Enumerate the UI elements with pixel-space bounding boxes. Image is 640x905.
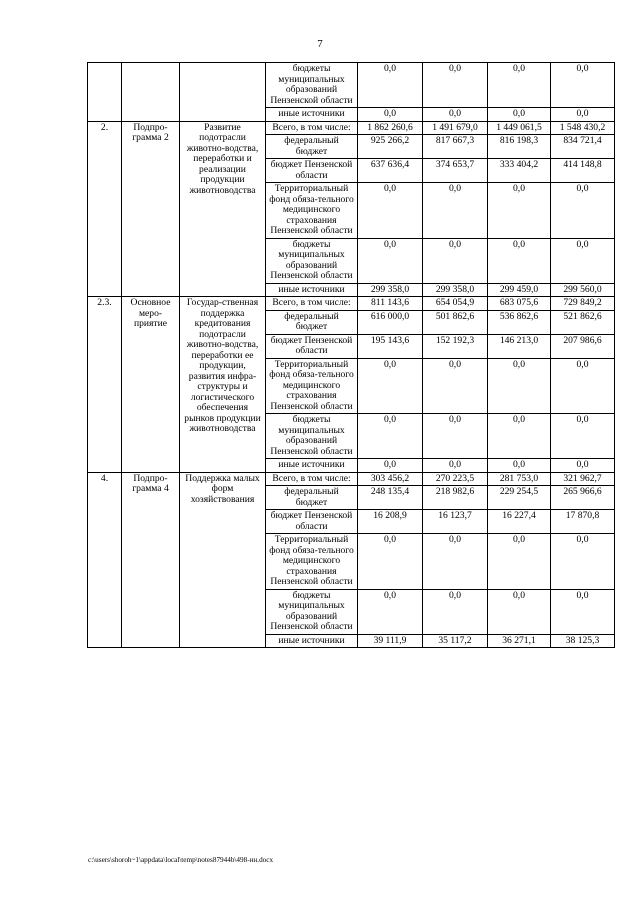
funding-source-cell: Территориальный фонд обяза-тельного медицинского страхования Пензенской области	[266, 183, 358, 239]
amount-cell: 281 753,0	[488, 472, 551, 486]
program-type-cell: Подпро-грамма 4	[122, 472, 180, 648]
amount-cell: 0,0	[551, 414, 615, 459]
amount-cell: 1 548 430,2	[551, 121, 615, 135]
amount-cell: 0,0	[423, 358, 488, 414]
amount-cell: 0,0	[423, 183, 488, 239]
funding-source-cell: бюджеты муниципальных образований Пензенской области	[266, 414, 358, 459]
amount-cell: 925 266,2	[358, 135, 423, 159]
amount-cell: 38 125,3	[551, 634, 615, 648]
file-path-footer: c:\users\shoroh~1\appdata\local\temp\notes87944b\498-ин.docx	[88, 856, 274, 864]
amount-cell: 16 227,4	[488, 510, 551, 534]
amount-cell: 0,0	[551, 459, 615, 473]
budget-table	[87, 62, 615, 648]
page-number: 7	[317, 38, 323, 50]
amount-cell: 0,0	[551, 358, 615, 414]
funding-source-cell: Всего, в том числе:	[266, 472, 358, 486]
funding-source-cell: бюджет Пензенской области	[266, 510, 358, 534]
amount-cell: 816 198,3	[488, 135, 551, 159]
amount-cell: 536 862,6	[488, 310, 551, 334]
amount-cell: 0,0	[488, 358, 551, 414]
amount-cell: 0,0	[423, 108, 488, 122]
amount-cell: 0,0	[358, 238, 423, 283]
amount-cell: 811 143,6	[358, 297, 423, 311]
program-name-cell: Поддержка малых форм хозяйствования	[180, 472, 266, 648]
amount-cell: 654 054,9	[423, 297, 488, 311]
amount-cell: 0,0	[358, 414, 423, 459]
funding-source-cell: Территориальный фонд обяза-тельного медицинского страхования Пензенской области	[266, 358, 358, 414]
program-name-cell	[180, 63, 266, 122]
row-number-cell: 2.3.	[88, 297, 122, 473]
amount-cell: 0,0	[358, 358, 423, 414]
amount-cell: 0,0	[423, 534, 488, 590]
amount-cell: 0,0	[488, 108, 551, 122]
amount-cell: 0,0	[488, 183, 551, 239]
table-row	[88, 63, 615, 108]
amount-cell: 0,0	[358, 183, 423, 239]
amount-cell: 521 862,6	[551, 310, 615, 334]
amount-cell: 0,0	[358, 108, 423, 122]
amount-cell: 0,0	[423, 238, 488, 283]
funding-source-cell: иные источники	[266, 459, 358, 473]
amount-cell: 248 135,4	[358, 486, 423, 510]
program-name-cell: Государ-ственная поддержка кредитования подотрасли животно-водства, переработки ее продукции, развития инфра-структуры и логистического обеспечения рынков продукции животноводства	[180, 297, 266, 473]
amount-cell: 36 271,1	[488, 634, 551, 648]
amount-cell: 16 208,9	[358, 510, 423, 534]
row-number-cell	[88, 63, 122, 122]
amount-cell: 218 982,6	[423, 486, 488, 510]
amount-cell: 0,0	[423, 414, 488, 459]
funding-source-cell: бюджеты муниципальных образований Пензенской области	[266, 63, 358, 108]
funding-source-cell: федеральный бюджет	[266, 135, 358, 159]
amount-cell: 265 966,6	[551, 486, 615, 510]
amount-cell: 0,0	[551, 238, 615, 283]
amount-cell: 1 449 061,5	[488, 121, 551, 135]
amount-cell: 299 560,0	[551, 283, 615, 297]
table-body	[88, 63, 615, 648]
funding-source-cell: иные источники	[266, 283, 358, 297]
amount-cell: 0,0	[488, 534, 551, 590]
amount-cell: 0,0	[551, 63, 615, 108]
amount-cell: 195 143,6	[358, 334, 423, 358]
amount-cell: 299 358,0	[358, 283, 423, 297]
amount-cell: 1 491 679,0	[423, 121, 488, 135]
amount-cell: 817 667,3	[423, 135, 488, 159]
row-number-cell: 4.	[88, 472, 122, 648]
amount-cell: 35 117,2	[423, 634, 488, 648]
amount-cell: 0,0	[358, 459, 423, 473]
program-type-cell: Подпро-грамма 2	[122, 121, 180, 297]
amount-cell: 321 962,7	[551, 472, 615, 486]
amount-cell: 299 459,0	[488, 283, 551, 297]
funding-source-cell: бюджеты муниципальных образований Пензенской области	[266, 589, 358, 634]
funding-source-cell: Всего, в том числе:	[266, 121, 358, 135]
program-type-cell	[122, 63, 180, 122]
amount-cell: 39 111,9	[358, 634, 423, 648]
amount-cell: 152 192,3	[423, 334, 488, 358]
amount-cell: 303 456,2	[358, 472, 423, 486]
funding-source-cell: иные источники	[266, 634, 358, 648]
amount-cell: 333 404,2	[488, 159, 551, 183]
amount-cell: 501 862,6	[423, 310, 488, 334]
funding-source-cell: федеральный бюджет	[266, 310, 358, 334]
funding-source-cell: бюджет Пензенской области	[266, 334, 358, 358]
table-row	[88, 472, 615, 486]
funding-source-cell: Территориальный фонд обяза-тельного медицинского страхования Пензенской области	[266, 534, 358, 590]
amount-cell: 1 862 260,6	[358, 121, 423, 135]
funding-source-cell: бюджеты муниципальных образований Пензенской области	[266, 238, 358, 283]
amount-cell: 17 870,8	[551, 510, 615, 534]
program-type-cell: Основное меро-приятие	[122, 297, 180, 473]
amount-cell: 0,0	[358, 589, 423, 634]
funding-source-cell: бюджет Пензенской области	[266, 159, 358, 183]
amount-cell: 374 653,7	[423, 159, 488, 183]
amount-cell: 299 358,0	[423, 283, 488, 297]
amount-cell: 270 223,5	[423, 472, 488, 486]
amount-cell: 0,0	[488, 414, 551, 459]
amount-cell: 0,0	[488, 63, 551, 108]
amount-cell: 0,0	[488, 589, 551, 634]
amount-cell: 0,0	[551, 183, 615, 239]
amount-cell: 414 148,8	[551, 159, 615, 183]
amount-cell: 0,0	[551, 534, 615, 590]
amount-cell: 0,0	[488, 459, 551, 473]
amount-cell: 16 123,7	[423, 510, 488, 534]
program-name-cell: Развитие подотрасли животно-водства, переработки и реализации продукции животноводства	[180, 121, 266, 297]
amount-cell: 229 254,5	[488, 486, 551, 510]
funding-source-cell: Всего, в том числе:	[266, 297, 358, 311]
amount-cell: 0,0	[423, 63, 488, 108]
amount-cell: 0,0	[358, 534, 423, 590]
amount-cell: 616 000,0	[358, 310, 423, 334]
amount-cell: 637 636,4	[358, 159, 423, 183]
amount-cell: 0,0	[488, 238, 551, 283]
amount-cell: 0,0	[551, 108, 615, 122]
row-number-cell: 2.	[88, 121, 122, 297]
amount-cell: 729 849,2	[551, 297, 615, 311]
funding-source-cell: иные источники	[266, 108, 358, 122]
table-row	[88, 121, 615, 135]
amount-cell: 834 721,4	[551, 135, 615, 159]
funding-source-cell: федеральный бюджет	[266, 486, 358, 510]
table-row	[88, 297, 615, 311]
amount-cell: 0,0	[423, 459, 488, 473]
amount-cell: 0,0	[423, 589, 488, 634]
amount-cell: 0,0	[358, 63, 423, 108]
amount-cell: 683 075,6	[488, 297, 551, 311]
amount-cell: 146 213,0	[488, 334, 551, 358]
amount-cell: 0,0	[551, 589, 615, 634]
amount-cell: 207 986,6	[551, 334, 615, 358]
